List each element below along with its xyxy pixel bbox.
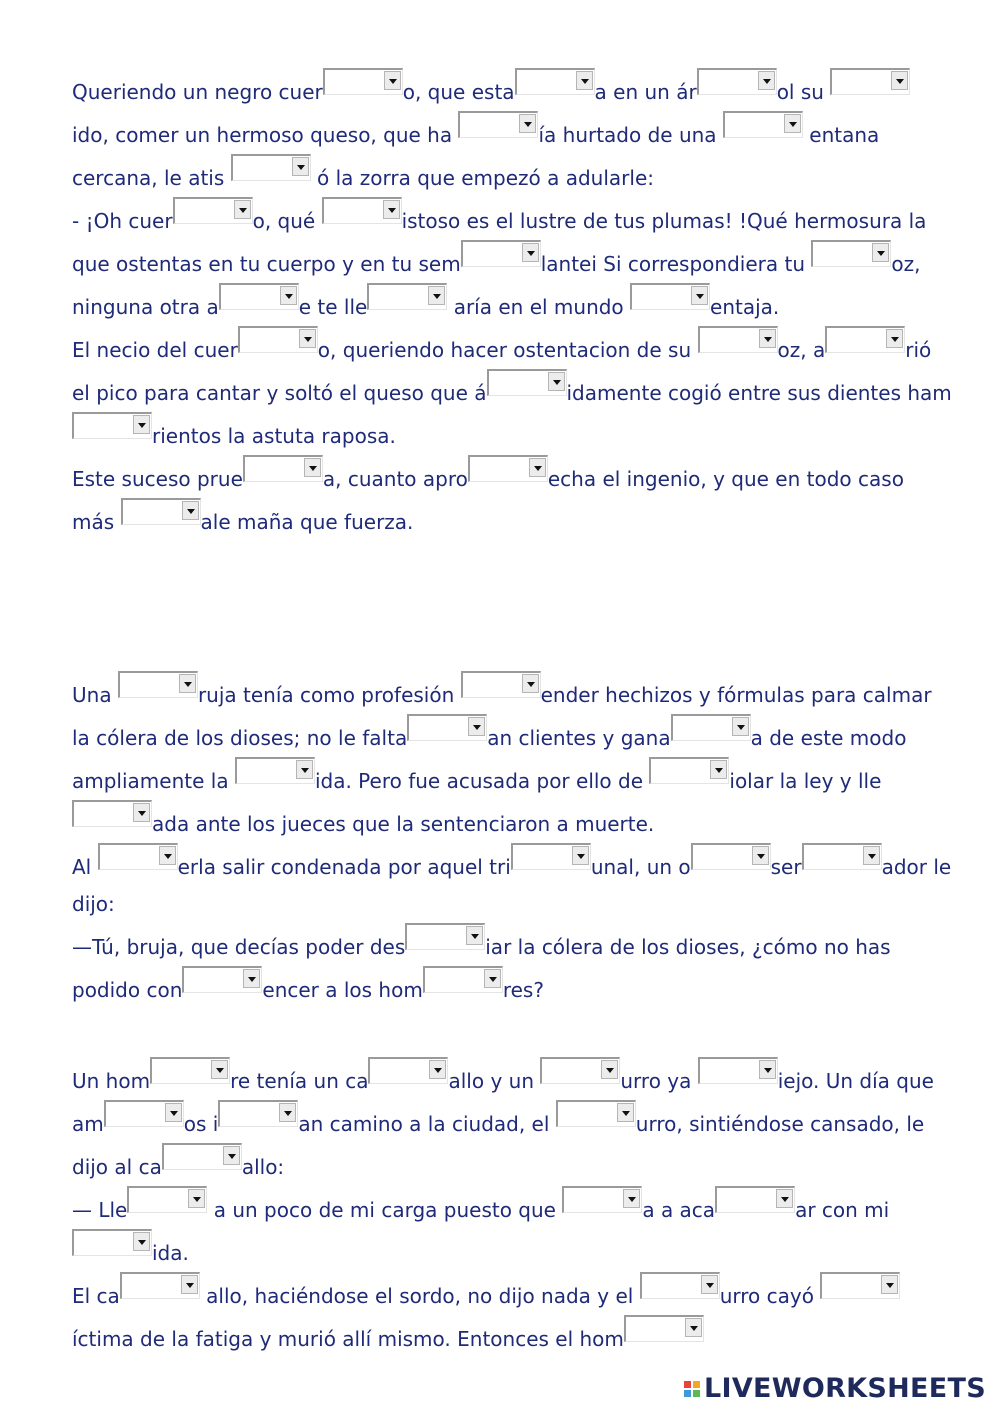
text-fragment: o, que esta — [402, 80, 515, 104]
letter-dropdown[interactable] — [811, 240, 891, 267]
chevron-down-icon[interactable] — [872, 243, 889, 262]
text-fragment: ale maña que fuerza. — [200, 510, 414, 534]
letter-dropdown[interactable] — [173, 197, 253, 224]
text-fragment: allo: — [241, 1155, 285, 1179]
letter-dropdown[interactable] — [72, 1229, 152, 1256]
chevron-down-icon[interactable] — [519, 114, 536, 133]
chevron-down-icon[interactable] — [863, 846, 880, 865]
chevron-down-icon[interactable] — [732, 717, 749, 736]
text-fragment: o, qué — [252, 209, 322, 233]
chevron-down-icon[interactable] — [759, 329, 776, 348]
letter-dropdown[interactable] — [671, 714, 751, 741]
text-fragment: ruja tenía como profesión — [197, 683, 461, 707]
text-fragment: ida. Pero fue acusada por ello de — [314, 769, 650, 793]
fable-3 — [72, 1057, 952, 1358]
letter-dropdown[interactable] — [830, 68, 910, 95]
chevron-down-icon[interactable] — [133, 1232, 150, 1251]
chevron-down-icon[interactable] — [223, 1146, 240, 1165]
letter-dropdown[interactable] — [691, 843, 771, 870]
chevron-down-icon[interactable] — [522, 674, 539, 693]
letter-dropdown[interactable] — [238, 326, 318, 353]
liveworksheets-logo — [684, 1373, 986, 1404]
letter-dropdown[interactable] — [231, 154, 311, 181]
letter-dropdown[interactable] — [723, 111, 803, 138]
text-fragment: ador le dijo: — [72, 855, 952, 916]
fable-paragraph — [72, 197, 952, 326]
letter-dropdown[interactable] — [322, 197, 402, 224]
letter-dropdown[interactable] — [825, 326, 905, 353]
text-fragment: encer a los hom — [262, 978, 423, 1002]
chevron-down-icon[interactable] — [165, 1103, 182, 1122]
text-fragment: ida. — [152, 1241, 189, 1265]
text-fragment: urro, sintiéndose cansado, le dijo al ca — [72, 1112, 925, 1179]
letter-dropdown[interactable] — [698, 1057, 778, 1084]
letter-dropdown[interactable] — [820, 1272, 900, 1299]
letter-dropdown[interactable] — [405, 923, 485, 950]
text-fragment: íctima de la fatiga y murió allí mismo. Entonces el hom — [72, 1327, 624, 1351]
fable-2 — [72, 671, 952, 1009]
chevron-down-icon[interactable] — [243, 969, 260, 988]
chevron-down-icon[interactable] — [466, 926, 483, 945]
text-fragment: aría en el mundo — [447, 295, 631, 319]
text-fragment: rientos la astuta raposa. — [152, 424, 396, 448]
chevron-down-icon[interactable] — [759, 1060, 776, 1079]
chevron-down-icon[interactable] — [211, 1060, 228, 1079]
text-fragment: El ca — [72, 1284, 120, 1308]
text-fragment: a, cuanto apro — [322, 467, 468, 491]
chevron-down-icon[interactable] — [758, 71, 775, 90]
text-fragment: ser — [770, 855, 802, 879]
letter-dropdown[interactable] — [423, 966, 503, 993]
letter-dropdown[interactable] — [120, 1272, 200, 1299]
chevron-down-icon[interactable] — [429, 1060, 446, 1079]
chevron-down-icon[interactable] — [296, 760, 313, 779]
chevron-down-icon[interactable] — [280, 286, 297, 305]
letter-dropdown[interactable] — [98, 843, 178, 870]
text-fragment: echa el ingenio, y que en todo caso más — [72, 467, 904, 534]
text-fragment: oz, a — [777, 338, 826, 362]
text-fragment: Al — [72, 855, 98, 879]
text-fragment: ada ante los jueces que la sentenciaron a muerte. — [152, 812, 655, 836]
text-fragment: a un poco de mi carga puesto que — [207, 1198, 563, 1222]
letter-dropdown[interactable] — [118, 671, 198, 698]
text-fragment: iejo. Un día que am — [72, 1069, 934, 1136]
text-fragment: ender hechizos y fórmulas para calmar la cólera de los dioses; no le falta — [72, 683, 932, 750]
chevron-down-icon[interactable] — [383, 200, 400, 219]
letter-dropdown[interactable] — [515, 68, 595, 95]
letter-dropdown[interactable] — [127, 1186, 207, 1213]
letter-dropdown[interactable] — [367, 283, 447, 310]
text-fragment: o, queriendo hacer ostentacion de su — [317, 338, 698, 362]
chevron-down-icon[interactable] — [752, 846, 769, 865]
letter-dropdown[interactable] — [121, 498, 201, 525]
text-fragment: rió el pico para cantar y soltó el queso que á — [72, 338, 932, 405]
letter-dropdown[interactable] — [104, 1100, 184, 1127]
chevron-down-icon[interactable] — [572, 846, 589, 865]
text-fragment: e te lle — [298, 295, 368, 319]
fable-paragraph — [72, 1272, 952, 1358]
chevron-down-icon[interactable] — [685, 1318, 702, 1337]
text-fragment: urro ya — [620, 1069, 698, 1093]
chevron-down-icon[interactable] — [548, 372, 565, 391]
chevron-down-icon[interactable] — [188, 1189, 205, 1208]
chevron-down-icon[interactable] — [292, 157, 309, 176]
fable-paragraph — [72, 455, 952, 541]
text-fragment: a en un ár — [594, 80, 697, 104]
text-fragment: —Tú, bruja, que decías poder des — [72, 935, 406, 959]
text-fragment: ol su — [776, 80, 831, 104]
text-fragment: ar con mi — [795, 1198, 890, 1222]
liveworksheets-mark-icon — [684, 1381, 700, 1397]
brand-name: LIVEWORKSHEETS — [703, 1373, 986, 1404]
chevron-down-icon[interactable] — [701, 1275, 718, 1294]
chevron-down-icon[interactable] — [384, 71, 401, 90]
letter-dropdown[interactable] — [562, 1186, 642, 1213]
letter-dropdown[interactable] — [802, 843, 882, 870]
chevron-down-icon[interactable] — [617, 1103, 634, 1122]
letter-dropdown[interactable] — [461, 671, 541, 698]
chevron-down-icon[interactable] — [484, 969, 501, 988]
text-fragment: idamente cogió entre sus dientes ham — [566, 381, 952, 405]
letter-dropdown[interactable] — [235, 757, 315, 784]
chevron-down-icon[interactable] — [881, 1275, 898, 1294]
letter-dropdown[interactable] — [407, 714, 487, 741]
text-fragment: iolar la ley y lle — [729, 769, 882, 793]
letter-dropdown[interactable] — [461, 240, 541, 267]
letter-dropdown[interactable] — [715, 1186, 795, 1213]
letter-dropdown[interactable] — [698, 326, 778, 353]
chevron-down-icon[interactable] — [468, 717, 485, 736]
letter-dropdown[interactable] — [624, 1315, 704, 1342]
text-fragment: ó la zorra que empezó a adularle: — [310, 166, 654, 190]
chevron-down-icon[interactable] — [691, 286, 708, 305]
chevron-down-icon[interactable] — [891, 71, 908, 90]
text-fragment: urro cayó — [719, 1284, 821, 1308]
chevron-down-icon[interactable] — [304, 458, 321, 477]
chevron-down-icon[interactable] — [601, 1060, 618, 1079]
text-fragment: an camino a la ciudad, el — [298, 1112, 556, 1136]
letter-dropdown[interactable] — [368, 1057, 448, 1084]
letter-dropdown[interactable] — [182, 966, 262, 993]
chevron-down-icon[interactable] — [133, 803, 150, 822]
text-fragment: erla salir condenada por aquel tri — [177, 855, 511, 879]
chevron-down-icon[interactable] — [182, 501, 199, 520]
letter-dropdown[interactable] — [468, 455, 548, 482]
text-fragment: ido, comer un hermoso queso, que ha — [72, 123, 459, 147]
text-fragment: Queriendo un negro cuer — [72, 80, 323, 104]
chevron-down-icon[interactable] — [576, 71, 593, 90]
letter-dropdown[interactable] — [697, 68, 777, 95]
text-fragment: res? — [502, 978, 544, 1002]
fable-paragraph — [72, 68, 952, 197]
text-fragment: oz, ninguna otra a — [72, 252, 921, 319]
letter-dropdown[interactable] — [72, 412, 152, 439]
fable-paragraph — [72, 1186, 952, 1272]
text-fragment: istoso es el lustre de tus plumas! !Qué hermosura la que ostentas en tu cuerpo y en tu sem — [72, 209, 927, 276]
worksheet — [72, 68, 952, 1358]
chevron-down-icon[interactable] — [529, 458, 546, 477]
fable-paragraph — [72, 843, 952, 923]
chevron-down-icon[interactable] — [181, 1275, 198, 1294]
text-fragment: — Lle — [72, 1198, 128, 1222]
chevron-down-icon[interactable] — [299, 329, 316, 348]
letter-dropdown[interactable] — [640, 1272, 720, 1299]
letter-dropdown[interactable] — [649, 757, 729, 784]
text-fragment: unal, un o — [590, 855, 691, 879]
fable-paragraph — [72, 326, 952, 455]
letter-dropdown[interactable] — [556, 1100, 636, 1127]
chevron-down-icon[interactable] — [522, 243, 539, 262]
letter-dropdown[interactable] — [218, 1100, 298, 1127]
letter-dropdown[interactable] — [150, 1057, 230, 1084]
chevron-down-icon[interactable] — [179, 674, 196, 693]
letter-dropdown[interactable] — [540, 1057, 620, 1084]
text-fragment: entana cercana, le atis — [72, 123, 880, 190]
text-fragment: a a aca — [642, 1198, 716, 1222]
text-fragment: allo, haciéndose el sordo, no dijo nada y el — [199, 1284, 640, 1308]
text-fragment: allo y un — [448, 1069, 541, 1093]
text-fragment: Un hom — [72, 1069, 151, 1093]
chevron-down-icon[interactable] — [133, 415, 150, 434]
text-fragment: lantei Si correspondiera tu — [540, 252, 812, 276]
letter-dropdown[interactable] — [219, 283, 299, 310]
text-fragment: - ¡Oh cuer — [72, 209, 173, 233]
chevron-down-icon[interactable] — [623, 1189, 640, 1208]
letter-dropdown[interactable] — [511, 843, 591, 870]
chevron-down-icon[interactable] — [710, 760, 727, 779]
text-fragment: a de este modo ampliamente la — [72, 726, 907, 793]
fable-paragraph — [72, 1057, 952, 1186]
text-fragment: iar la cólera de los dioses, ¿cómo no has podido con — [72, 935, 891, 1002]
text-fragment: os i — [183, 1112, 219, 1136]
fable-paragraph — [72, 671, 952, 843]
text-fragment: Una — [72, 683, 118, 707]
letter-dropdown[interactable] — [487, 369, 567, 396]
text-fragment: El necio del cuer — [72, 338, 238, 362]
chevron-down-icon[interactable] — [279, 1103, 296, 1122]
letter-dropdown[interactable] — [458, 111, 538, 138]
letter-dropdown[interactable] — [72, 800, 152, 827]
chevron-down-icon[interactable] — [159, 846, 176, 865]
text-fragment: Este suceso prue — [72, 467, 243, 491]
text-fragment: re tenía un ca — [230, 1069, 369, 1093]
text-fragment: entaja. — [710, 295, 780, 319]
chevron-down-icon[interactable] — [234, 200, 251, 219]
chevron-down-icon[interactable] — [776, 1189, 793, 1208]
fable-paragraph — [72, 923, 952, 1009]
chevron-down-icon[interactable] — [784, 114, 801, 133]
text-fragment: an clientes y gana — [487, 726, 671, 750]
text-fragment: ía hurtado de una — [538, 123, 723, 147]
letter-dropdown[interactable] — [630, 283, 710, 310]
letter-dropdown[interactable] — [162, 1143, 242, 1170]
chevron-down-icon[interactable] — [886, 329, 903, 348]
letter-dropdown[interactable] — [243, 455, 323, 482]
chevron-down-icon[interactable] — [428, 286, 445, 305]
letter-dropdown[interactable] — [323, 68, 403, 95]
fable-1 — [72, 68, 952, 541]
